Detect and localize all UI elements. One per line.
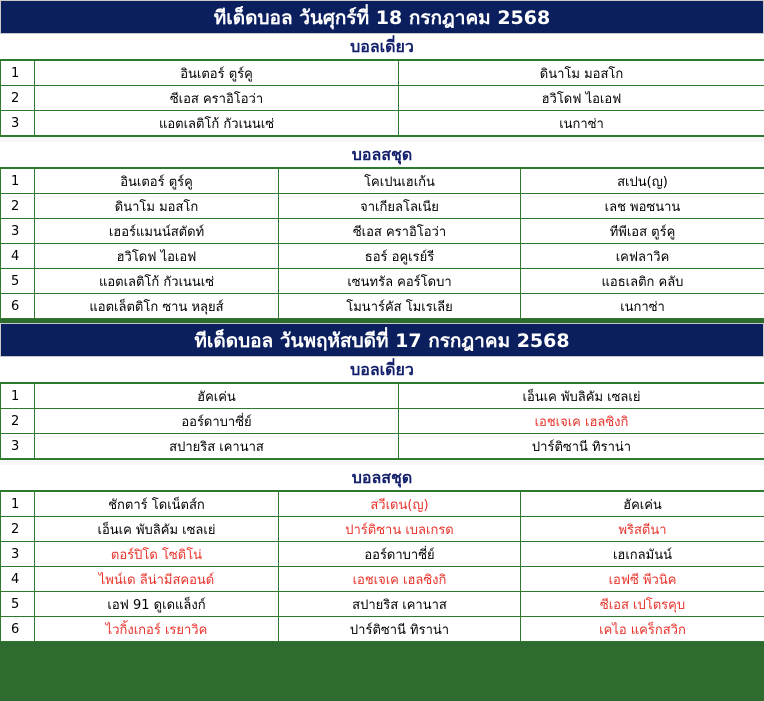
team-cell: ดินาโม มอสโก bbox=[399, 61, 764, 86]
team-cell: อินเตอร์ ตูร์คู bbox=[35, 169, 279, 194]
row-number: 6 bbox=[1, 617, 35, 642]
team-cell: ฮัคเค่น bbox=[521, 492, 764, 517]
team-cell: เซนทรัล คอร์โดบา bbox=[279, 269, 521, 294]
team-cell: ดินาโม มอสโก bbox=[35, 194, 279, 219]
day-header: ทีเด็ดบอล วันศุกร์ที่ 18 กรกฎาคม 2568 bbox=[0, 0, 764, 34]
team-cell: สปายริส เคานาส bbox=[35, 434, 399, 459]
table-row bbox=[1, 169, 764, 194]
team-cell: ปาร์ติซานี ทิราน่า bbox=[279, 617, 521, 642]
team-cell: โมนาร์คัส โมเรเลีย bbox=[279, 294, 521, 319]
team-cell: ตอร์ปิโด โซดิโน่ bbox=[35, 542, 279, 567]
team-cell: เอฟ 91 ดูเดแล็งก์ bbox=[35, 592, 279, 617]
team-cell: ไวกิ้งเกอร์ เรยาวิค bbox=[35, 617, 279, 642]
team-cell: สเปน(ญ) bbox=[521, 169, 764, 194]
row-number: 3 bbox=[1, 219, 35, 244]
parlay-table bbox=[0, 168, 764, 319]
team-cell: ชักตาร์ โดเน็ตส์ก bbox=[35, 492, 279, 517]
table-row bbox=[1, 567, 764, 592]
row-number: 5 bbox=[1, 269, 35, 294]
team-cell: ปาร์ติซาน เบลเกรด bbox=[279, 517, 521, 542]
team-cell: เอชเจเค เฮลซิงกิ bbox=[399, 409, 764, 434]
row-number: 4 bbox=[1, 244, 35, 269]
team-cell: พริสตีนา bbox=[521, 517, 764, 542]
team-cell: แอตเล็ตติโก ซาน หลุยส์ bbox=[35, 294, 279, 319]
parlay-section-title: บอลสชุด bbox=[0, 142, 764, 168]
team-cell: เอฟซี พีวนิค bbox=[521, 567, 764, 592]
row-number: 1 bbox=[1, 492, 35, 517]
parlay-section-title: บอลสชุด bbox=[0, 465, 764, 491]
table-row bbox=[1, 111, 764, 136]
team-cell: เคฟลาวิค bbox=[521, 244, 764, 269]
table-row bbox=[1, 61, 764, 86]
table-row bbox=[1, 542, 764, 567]
team-cell: เลช พอซนาน bbox=[521, 194, 764, 219]
table-row bbox=[1, 617, 764, 642]
table-row bbox=[1, 409, 764, 434]
team-cell: ออร์ดาบาซี่ย์ bbox=[35, 409, 399, 434]
team-cell: เคไอ แคร็กสวิก bbox=[521, 617, 764, 642]
table-row bbox=[1, 492, 764, 517]
team-cell: สวีเดน(ญ) bbox=[279, 492, 521, 517]
team-cell: ปาร์ติซานี ทิราน่า bbox=[399, 434, 764, 459]
team-cell: เนกาซ่า bbox=[521, 294, 764, 319]
parlay-table bbox=[0, 491, 764, 642]
day-header: ทีเด็ดบอล วันพฤหัสบดีที่ 17 กรกฎาคม 2568 bbox=[0, 323, 764, 357]
team-cell: เอชเจเค เฮลซิงกิ bbox=[279, 567, 521, 592]
team-cell: ฮวิโดฟ ไอเอฟ bbox=[399, 86, 764, 111]
team-cell: ซีเอส คราอิโอว่า bbox=[279, 219, 521, 244]
single-section-title: บอลเดี่ยว bbox=[0, 357, 764, 383]
team-cell: แอตเลติโก้ กัวเนนเซ่ bbox=[35, 269, 279, 294]
row-number: 5 bbox=[1, 592, 35, 617]
team-cell: ธอร์ อคูเรย์รี bbox=[279, 244, 521, 269]
team-cell: ทีพีเอส ตูร์คู bbox=[521, 219, 764, 244]
table-row bbox=[1, 434, 764, 459]
team-cell: จาเกียลโลเนีย bbox=[279, 194, 521, 219]
team-cell: โคเปนเฮเก้น bbox=[279, 169, 521, 194]
row-number: 1 bbox=[1, 61, 35, 86]
table-row bbox=[1, 86, 764, 111]
team-cell: เนกาซ่า bbox=[399, 111, 764, 136]
table-row bbox=[1, 294, 764, 319]
team-cell: ไพน์เด ลีน่ามีสคอนด์ bbox=[35, 567, 279, 592]
team-cell: แอตเลติโก้ กัวเนนเซ่ bbox=[35, 111, 399, 136]
team-cell: เอ็นเค พับลิคัม เซลเย่ bbox=[35, 517, 279, 542]
row-number: 2 bbox=[1, 86, 35, 111]
row-number: 3 bbox=[1, 542, 35, 567]
team-cell: ซีเอส คราอิโอว่า bbox=[35, 86, 399, 111]
row-number: 6 bbox=[1, 294, 35, 319]
row-number: 2 bbox=[1, 409, 35, 434]
table-row bbox=[1, 219, 764, 244]
team-cell: เอ็นเค พับลิคัม เซลเย่ bbox=[399, 384, 764, 409]
table-row bbox=[1, 269, 764, 294]
table-row bbox=[1, 244, 764, 269]
table-row bbox=[1, 194, 764, 219]
table-row bbox=[1, 384, 764, 409]
single-table bbox=[0, 383, 764, 459]
table-row bbox=[1, 592, 764, 617]
team-cell: เฮเกลมันน์ bbox=[521, 542, 764, 567]
team-cell: เฮอร์แมนน์สตัดท์ bbox=[35, 219, 279, 244]
team-cell: แอธเลติก คลับ bbox=[521, 269, 764, 294]
row-number: 2 bbox=[1, 517, 35, 542]
single-table bbox=[0, 60, 764, 136]
team-cell: ซีเอส เปโตรคุบ bbox=[521, 592, 764, 617]
row-number: 2 bbox=[1, 194, 35, 219]
team-cell: ฮัคเค่น bbox=[35, 384, 399, 409]
single-section-title: บอลเดี่ยว bbox=[0, 34, 764, 60]
team-cell: ฮวิโดฟ ไอเอฟ bbox=[35, 244, 279, 269]
row-number: 3 bbox=[1, 111, 35, 136]
table-row bbox=[1, 517, 764, 542]
row-number: 4 bbox=[1, 567, 35, 592]
team-cell: ออร์ดาบาซี่ย์ bbox=[279, 542, 521, 567]
team-cell: สปายริส เคานาส bbox=[279, 592, 521, 617]
team-cell: อินเตอร์ ตูร์คู bbox=[35, 61, 399, 86]
row-number: 3 bbox=[1, 434, 35, 459]
row-number: 1 bbox=[1, 169, 35, 194]
row-number: 1 bbox=[1, 384, 35, 409]
